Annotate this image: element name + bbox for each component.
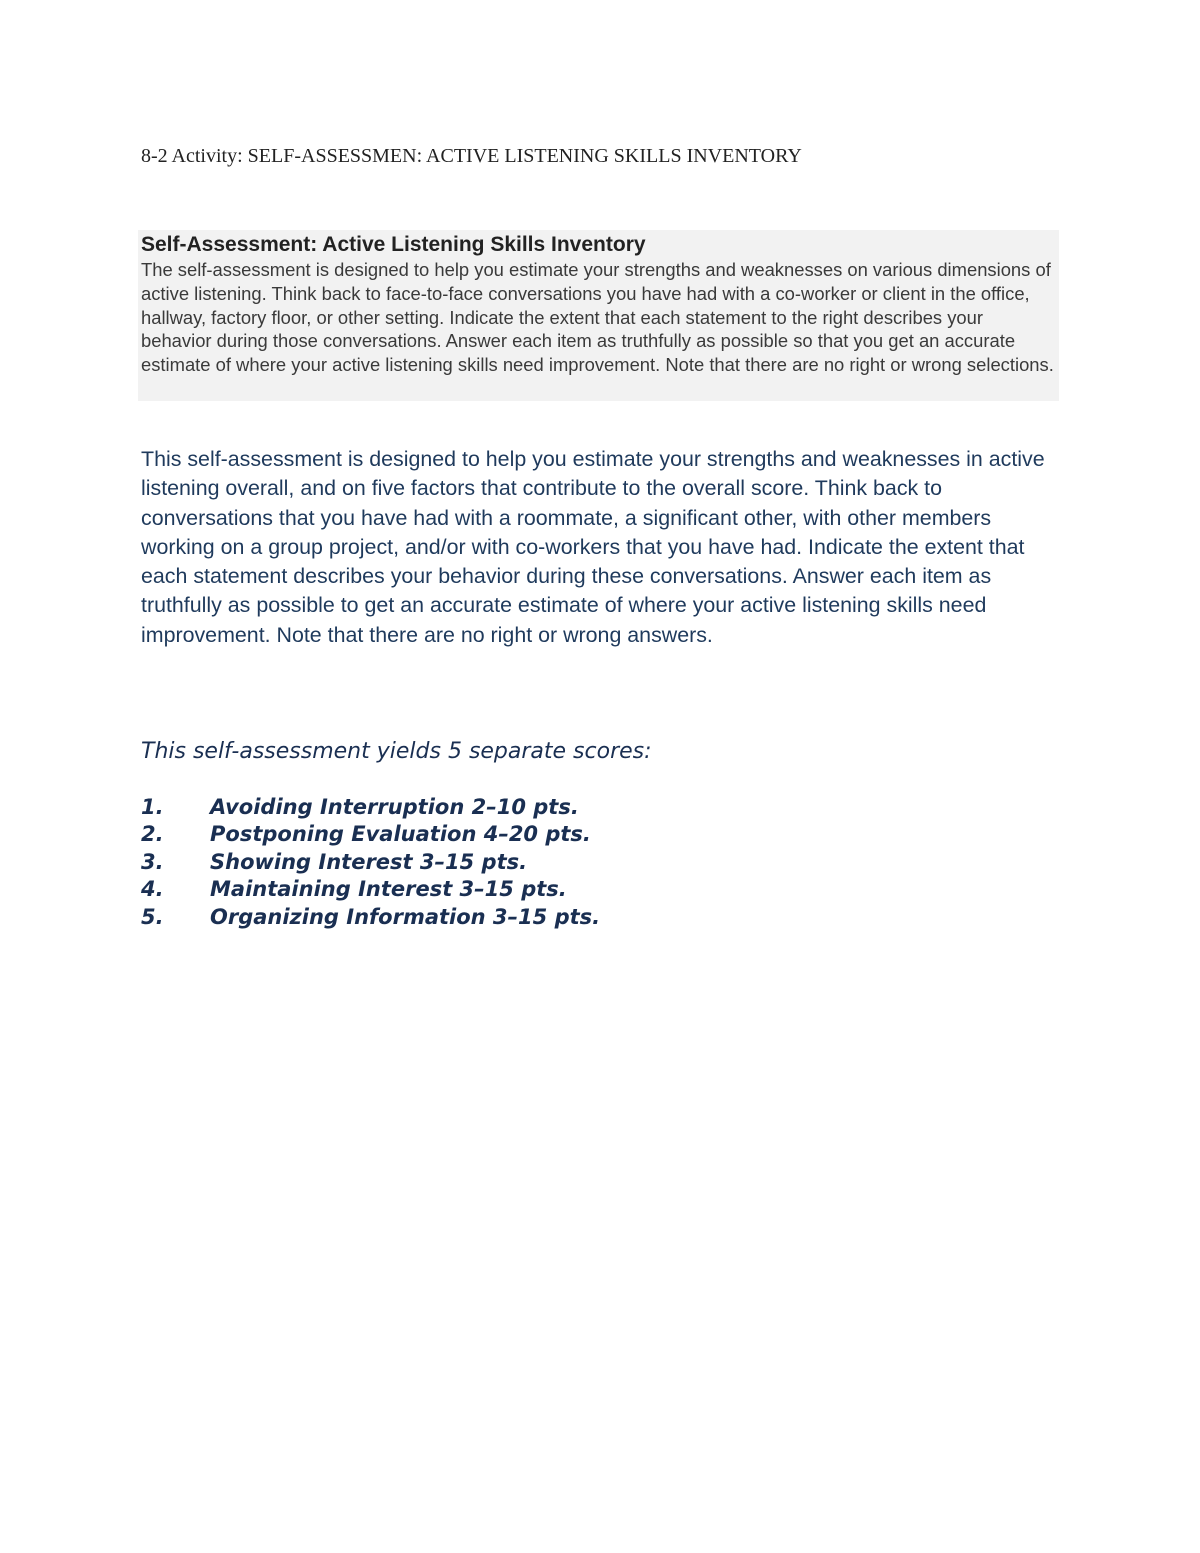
callout-heading: Self-Assessment: Active Listening Skills Inventory	[141, 233, 646, 256]
list-item	[141, 849, 841, 876]
intro-paragraph: This self-assessment is designed to help you estimate your strengths and weaknesses in active listening overall, and on five factors that contribute to the overall score. Think back to conversations that you have had with a roommate, a significant other, with other members working on a group project, and/or with co-workers that you have had. Indicate the extent that each statement describes your behavior during these conversations. Answer each item as truthfully as possible to get an accurate estimate of where your active listening skills need improvement. Note that there are no right or wrong answers.	[141, 447, 1045, 647]
list-item-number: 5.	[141, 904, 164, 929]
list-item-text: Organizing Information 3–15 pts.	[210, 904, 601, 929]
scores-heading: This self-assessment yields 5 separate scores:	[141, 739, 652, 764]
list-item	[141, 821, 841, 848]
list-item	[141, 904, 841, 931]
list-item-text: Showing Interest 3–15 pts.	[210, 849, 528, 874]
list-item-number: 2.	[141, 822, 164, 847]
list-item-number: 4.	[141, 877, 164, 902]
scores-list	[141, 794, 841, 931]
list-item-text: Avoiding Interruption 2–10 pts.	[210, 795, 579, 819]
callout-body: The self-assessment is designed to help you estimate your strengths and weaknesses on various dimensions of active listening. Think back to face-to-face conversations you have had with a co-worker or client in the office, hallway, factory floor, or other setting. Indicate the extent that each statement to the right describes your behavior during those conversations. Answer each item as truthfully as possible so that you get an accurate estimate of where your active listening skills need improvement. Note that there are no right or wrong selections.	[141, 259, 1054, 376]
callout-box	[138, 230, 1059, 401]
document-title: 8-2 Activity: SELF-ASSESSMEN: ACTIVE LISTENING SKILLS INVENTORY	[141, 145, 802, 167]
list-item-text: Maintaining Interest 3–15 pts.	[210, 877, 567, 902]
list-item-number: 3.	[141, 849, 164, 874]
list-item	[141, 794, 841, 821]
list-item-text: Postponing Evaluation 4–20 pts.	[210, 822, 591, 847]
list-item	[141, 876, 841, 903]
list-item-number: 1.	[141, 795, 164, 819]
